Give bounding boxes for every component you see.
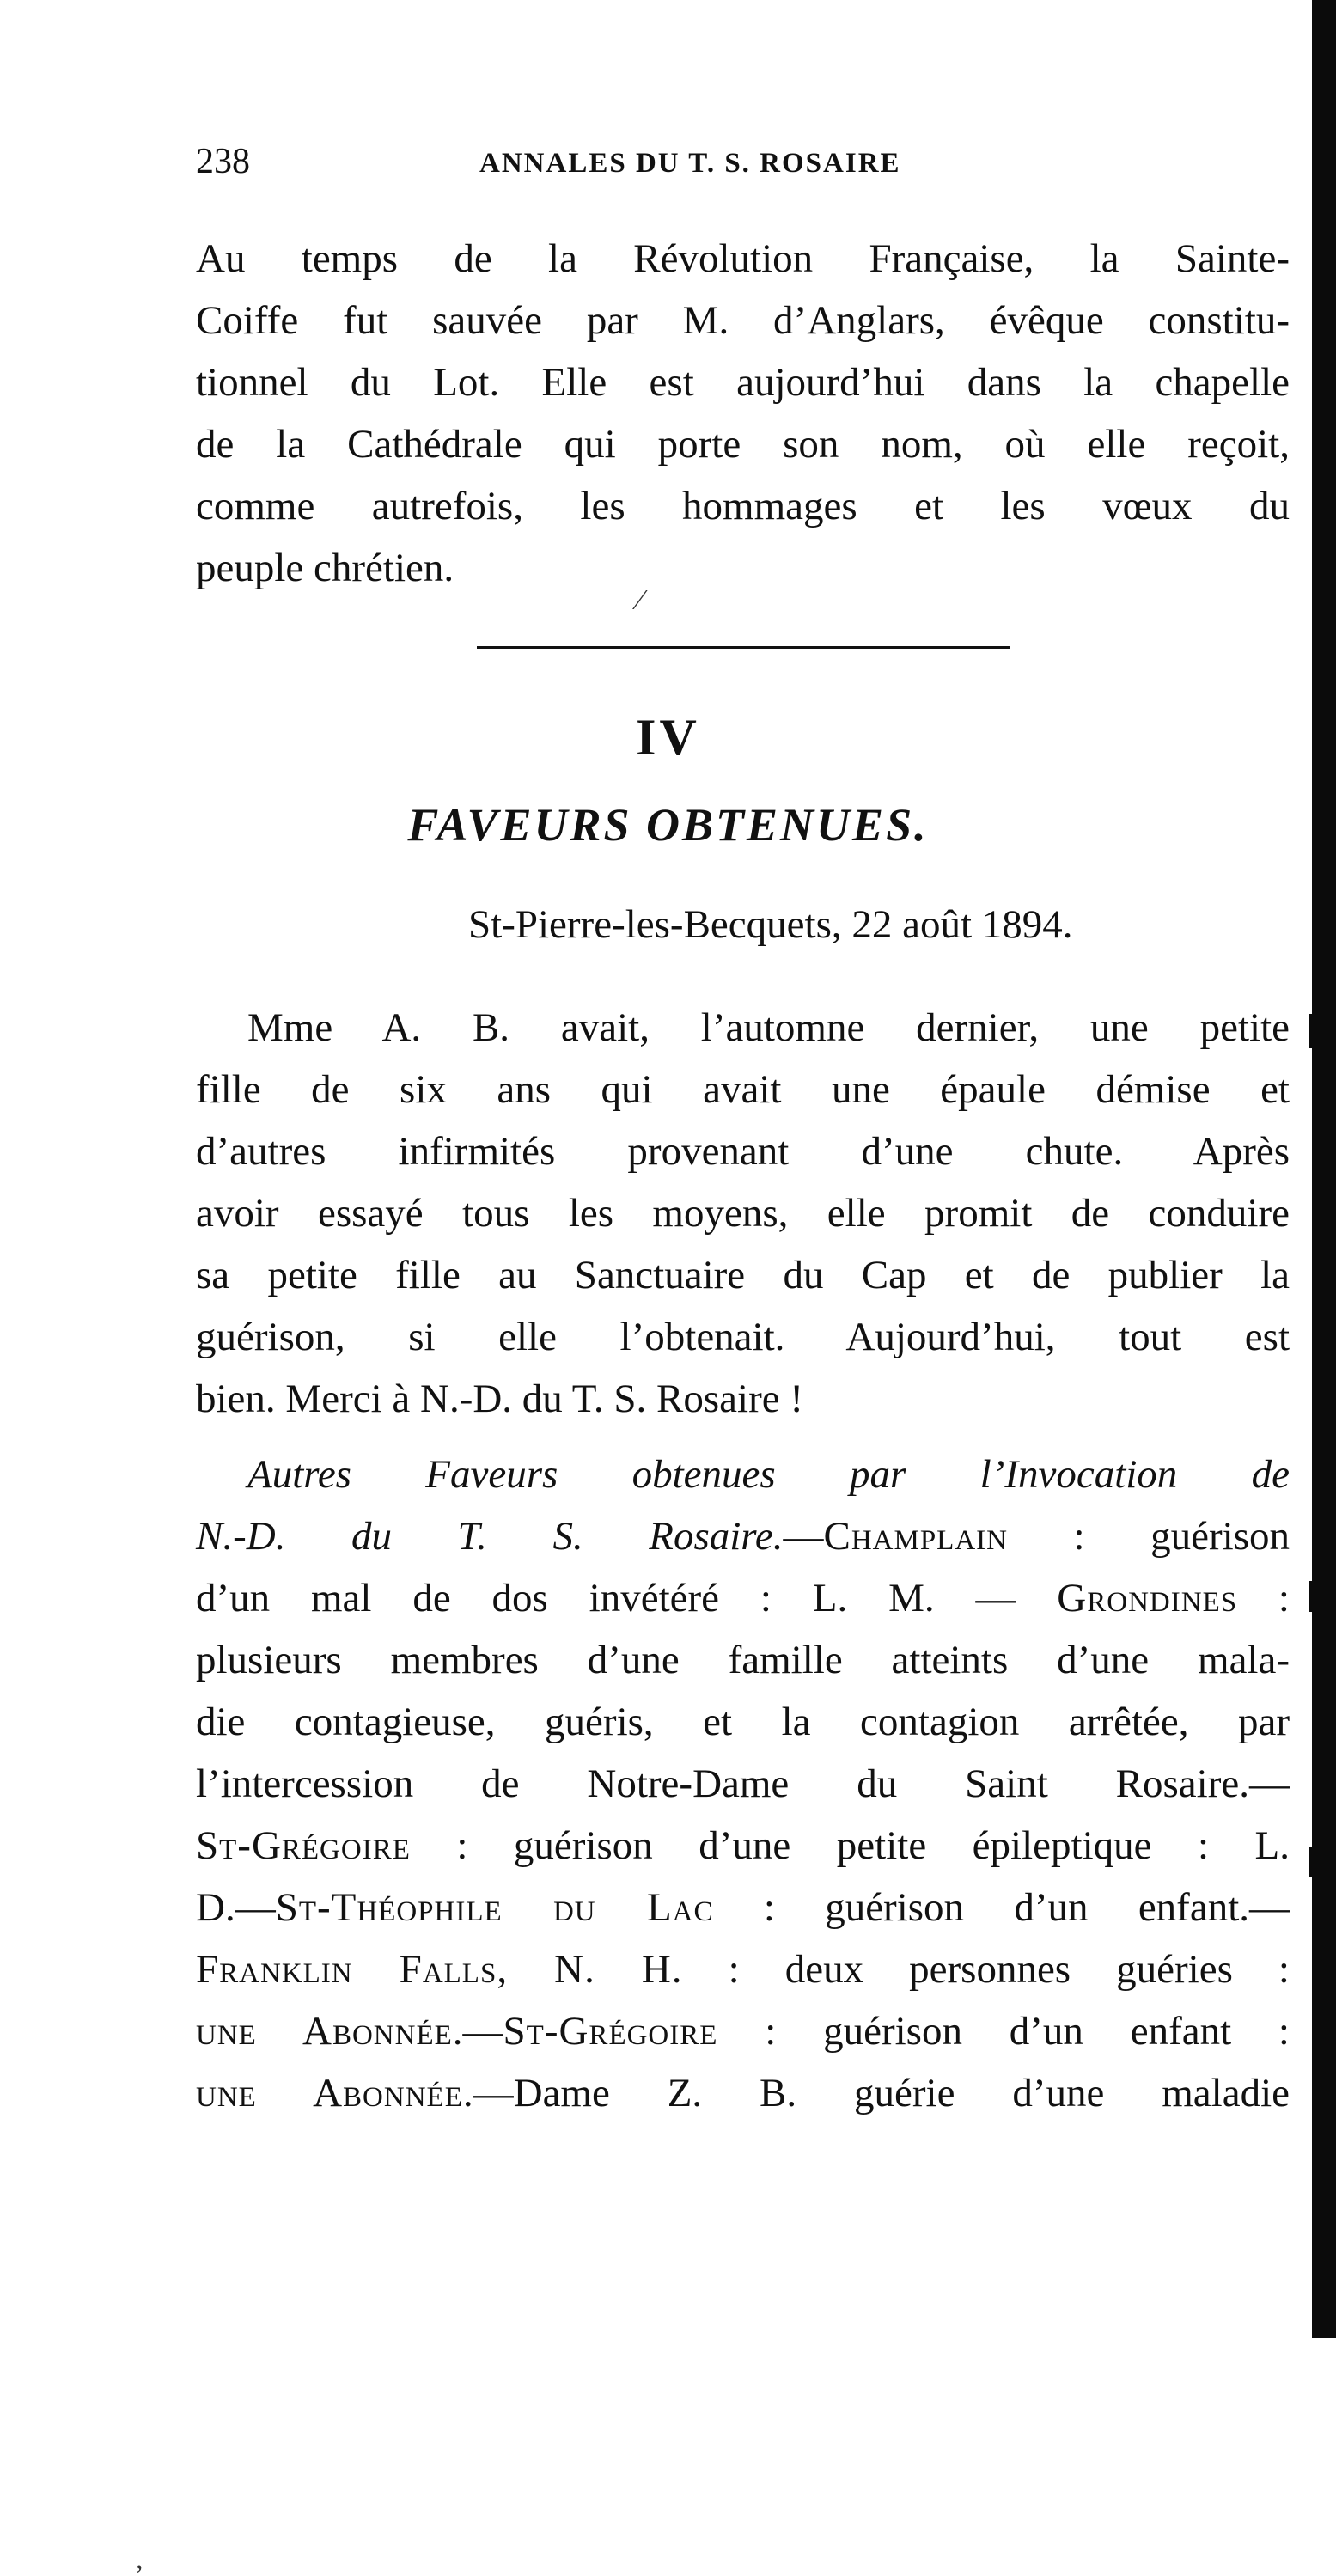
text-line [196, 1567, 1290, 1629]
place-name: Champlain [823, 1514, 1008, 1559]
text-run: : deux personnes guéries : [682, 1947, 1290, 1992]
text-run: d’un mal de dos invétéré : L. M. — [196, 1576, 1058, 1621]
text-run: : guérison d’un enfant.— [713, 1885, 1290, 1930]
text-line: guérison, si elle l’obtenait. Aujourd’hui, tout est [196, 1315, 1290, 1359]
text-line: fille de six ans qui avait une épaule démise et [196, 1067, 1290, 1112]
page-edge-notch [1309, 1581, 1317, 1612]
place-name: St-Théophile du Lac [275, 1885, 714, 1930]
text-line [196, 1938, 1290, 2000]
text-line: plusieurs membres d’une famille atteints d’une mala- [196, 1638, 1290, 1682]
print-speck: ⁄ [637, 584, 643, 616]
text-run: .— [452, 2009, 503, 2054]
text-line [196, 2062, 1290, 2124]
paragraph-coiffe [196, 228, 1290, 599]
text-line: sa petite fille au Sanctuaire du Cap et de publier la [196, 1253, 1290, 1297]
place-name: Franklin Falls, N. H. [196, 1947, 683, 1992]
text-line: de la Cathédrale qui porte son nom, où elle reçoit, [196, 422, 1290, 467]
text-line: l’intercession de Notre-Dame du Saint Rosaire.— [196, 1761, 1290, 1806]
text-line: die contagieuse, guéris, et la contagion arrêtée, par [196, 1700, 1290, 1744]
text-line: d’autres infirmités provenant d’une chute. Après [196, 1129, 1290, 1174]
text-line: Autres Faveurs obtenues par l’Invocation de [247, 1452, 1290, 1497]
text-line [196, 1815, 1290, 1877]
place-name: St-Grégoire [196, 1823, 411, 1868]
section-divider [477, 646, 1010, 649]
section-title: FAVEURS OBTENUES. [407, 799, 929, 851]
page-edge-notch [1309, 1847, 1317, 1877]
subscriber-name: une Abonnée [196, 2009, 453, 2054]
section-number: IV [636, 709, 700, 766]
text-line: Au temps de la Révolution Française, la Sainte- [196, 236, 1290, 281]
place-name: Grondines [1057, 1576, 1238, 1621]
print-speck: , [136, 2543, 143, 2575]
page-edge-notch [1309, 1014, 1317, 1048]
text-line: bien. Merci à N.-D. du T. S. Rosaire ! [196, 1377, 804, 1421]
text-line [196, 2000, 1290, 2062]
text-run: N.-D. du T. S. Rosaire. [196, 1514, 784, 1559]
running-title: ANNALES DU T. S. ROSAIRE [479, 148, 901, 179]
text-line: Coiffe fut sauvée par M. d’Anglars, évêque constitu- [196, 298, 1290, 343]
paragraph-favours-list [196, 1444, 1290, 2124]
paragraph-testimony [196, 997, 1290, 1430]
text-run: .—Dame Z. B. guérie d’une maladie [462, 2071, 1290, 2115]
text-line: tionnel du Lot. Elle est aujourd’hui dans la chapelle [196, 360, 1290, 405]
text-line: peuple chrétien. [196, 546, 454, 590]
running-header [196, 136, 1055, 187]
text-run: — [783, 1514, 824, 1559]
text-run: : [1237, 1576, 1290, 1621]
text-line: Mme A. B. avait, l’automne dernier, une petite [247, 1005, 1290, 1050]
text-run: : guérison d’une petite épileptique : L. [410, 1823, 1290, 1868]
text-line: avoir essayé tous les moyens, elle promit de conduire [196, 1191, 1290, 1236]
text-line: comme autrefois, les hommages et les vœux du [196, 484, 1290, 528]
page-edge-shadow [1312, 0, 1336, 2338]
text-line [196, 1505, 1290, 1567]
text-line [196, 1877, 1290, 1938]
dateline: St-Pierre-les-Becquets, 22 août 1894. [468, 902, 1073, 947]
place-name: St-Grégoire [503, 2009, 718, 2054]
text-run: : guérison d’un enfant : [717, 2009, 1290, 2054]
page-number: 238 [196, 142, 250, 181]
text-run: : guérison [1008, 1514, 1290, 1559]
text-run: D.— [196, 1885, 276, 1930]
subscriber-name: une Abonnée [196, 2071, 463, 2115]
